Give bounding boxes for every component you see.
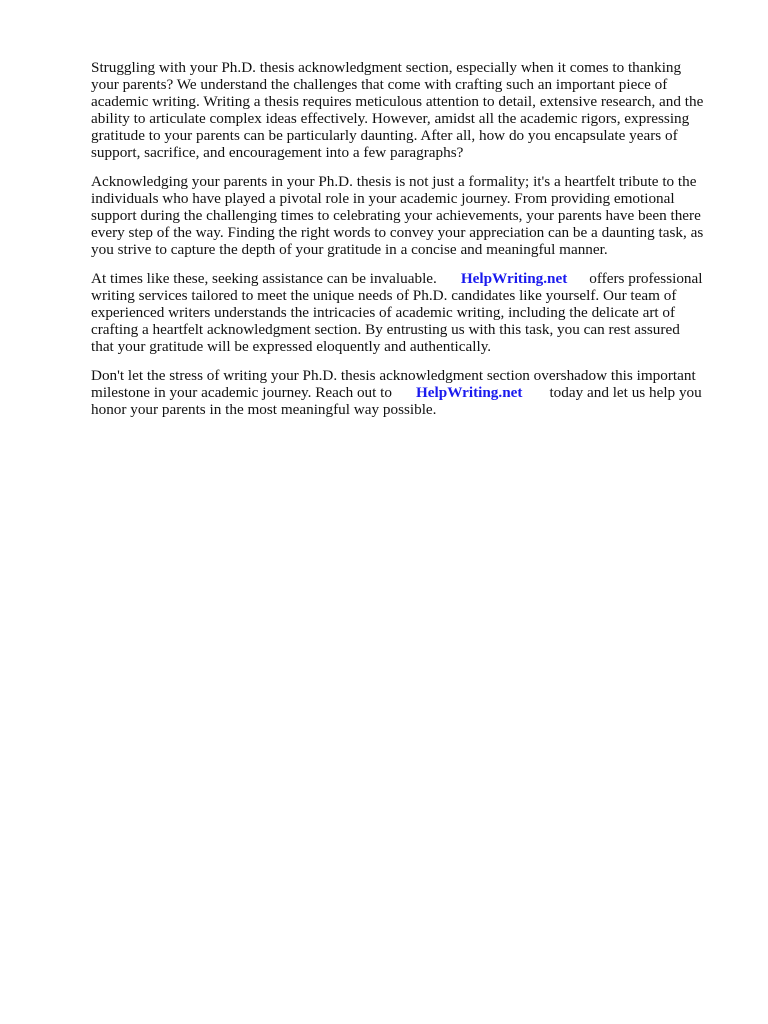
- paragraph-call-to-action: [91, 367, 721, 418]
- document-body: [91, 59, 721, 430]
- paragraph-assistance-lead: At times like these, seeking assistance can be invaluable.: [91, 270, 437, 287]
- paragraph-acknowledging-parents: Acknowledging your parents in your Ph.D. thesis is not just a formality; it's a heartfelt tribute to the individuals who have played a pivotal role in your academic journey. From providing emotional support during the challenging times to celebrating your achievements, your parents have been there every step of the way. Finding the right words to convey your appreciation can be a daunting task, as you strive to capture the depth of your gratitude in a concise and meaningful manner.: [91, 173, 704, 258]
- paragraph-intro: Struggling with your Ph.D. thesis acknowledgment section, especially when it comes to thanking your parents? We understand the challenges that come with crafting such an important piece of academic writing. Writing a thesis requires meticulous attention to detail, extensive research, and the ability to articulate complex ideas effectively. However, amidst all the academic rigors, expressing gratitude to your parents can be particularly daunting. After all, how do you encapsulate years of support, sacrifice, and encouragement into a few paragraphs?: [91, 59, 704, 161]
- paragraph-assistance: [91, 270, 721, 355]
- paragraph-cta-lead: Don't let the stress of writing your Ph.D. thesis acknowledgment section overshadow this important milestone in your academic journey. Reach out to: [91, 367, 696, 401]
- paragraph-assistance-rest: offers professional writing services tailored to meet the unique needs of Ph.D. candidates like yourself. Our team of experienced writers understands the intricacies of academic writing, including the delicate art of crafting a heartfelt acknowledgment section. By entrusting us with this task, you can rest assured that your gratitude will be expressed eloquently and authentically.: [91, 270, 703, 355]
- helpwriting-link[interactable]: HelpWriting.net: [460, 270, 568, 287]
- paragraph-cta-rest: today and let us help you honor your parents in the most meaningful way possible.: [91, 384, 702, 418]
- helpwriting-link-cta[interactable]: HelpWriting.net: [415, 384, 523, 401]
